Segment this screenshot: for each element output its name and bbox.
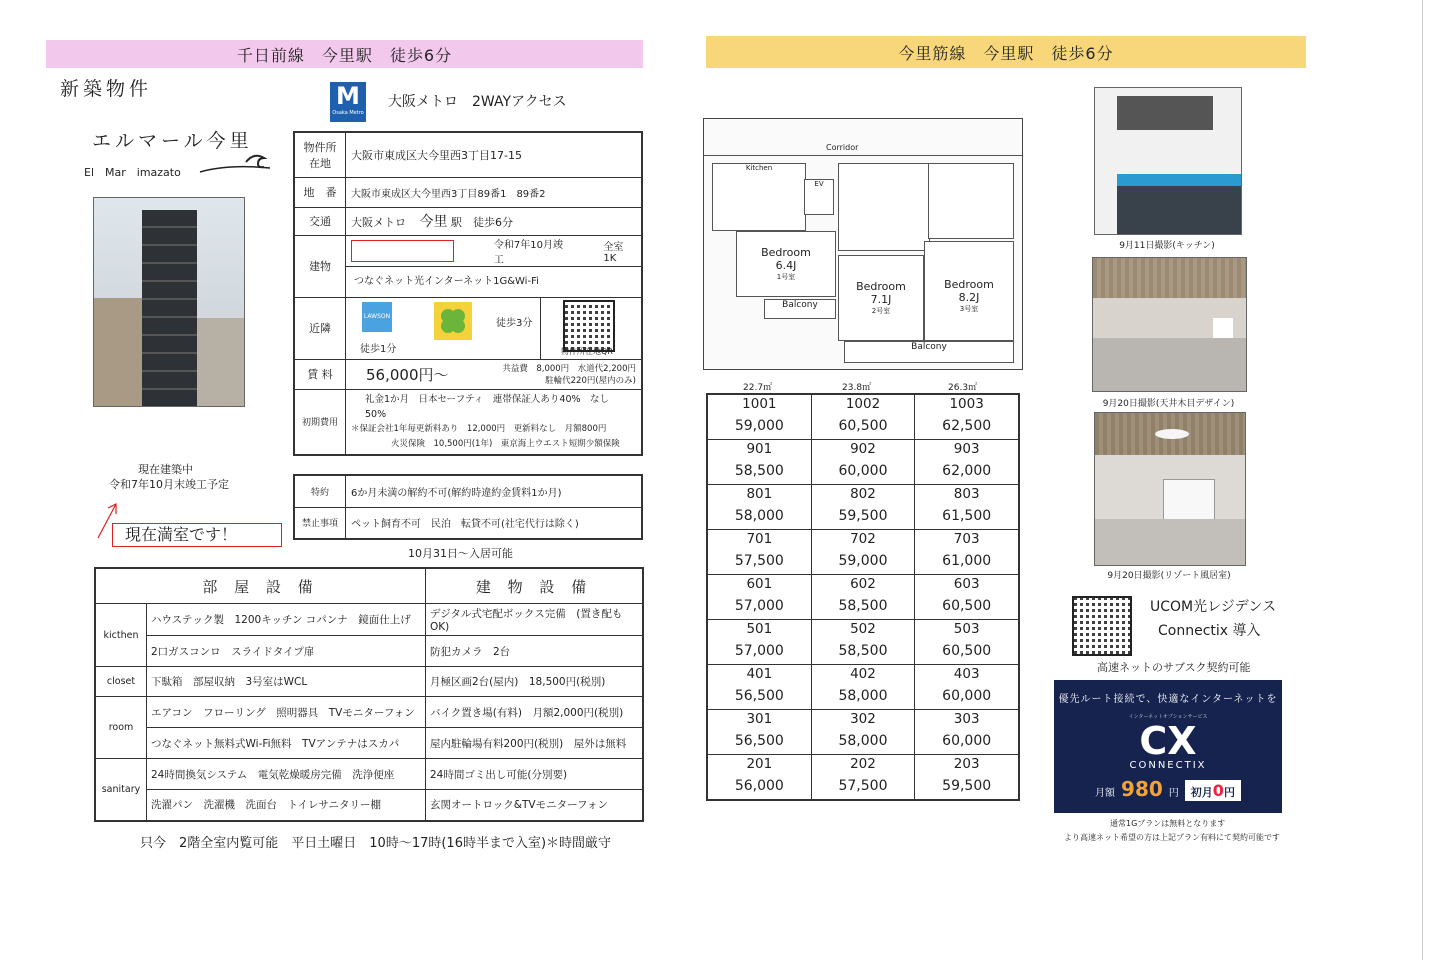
right-banner: 今里筋線 今里駅 徒歩6分 [706,36,1306,68]
page-edge [1422,0,1423,960]
room-number: 801 [746,486,773,502]
full-notice: 現在満室です！ [112,523,282,547]
equipment-row [95,759,643,790]
room-rent: 57,000 [734,598,784,614]
equipment-row [95,790,643,821]
wave-logo-icon [198,150,273,176]
room-rent: 59,000 [734,418,784,434]
property-info-table [293,131,643,456]
rent-row [707,755,1019,801]
room-rent: 57,000 [734,643,784,659]
building-equipment-item: バイク置き場(有料) 月額2,000円(税別) [426,697,644,728]
rent-cell [915,755,1019,801]
ceiling-photo [1092,257,1247,392]
equipment-category: room [95,697,147,759]
rent-table [706,393,1020,801]
bedroom-2: Bedroom 7.1J 2号室 [838,255,924,341]
fees: 共益費 8,000円 水道代2,200円 駐輪代220円(屋内のみ) [486,359,642,389]
rent-cell [915,530,1019,575]
rent-cell [811,485,915,530]
transport-value: 大阪メトロ 今里 駅 徒歩6分 [346,207,643,235]
rent-cell [915,665,1019,710]
connectix-ad: 優先ルート接続で、快適なインターネットを インターネットオプションサービス CX CONNECTIX 月額 980 円 初月0円 [1054,680,1282,813]
room-number: 302 [850,711,876,727]
room-number: 1003 [949,396,984,412]
room-number: 1002 [845,396,881,412]
room-rent: 61,500 [942,508,992,524]
address-value: 大阪市東成区大今里西3丁目17-15 [346,132,643,177]
room-number: 603 [953,576,980,592]
room-equipment-header: 部 屋 設 備 [95,568,426,604]
kitchen-photo [1094,87,1242,235]
rent-row [707,485,1019,530]
rent-cell [915,485,1019,530]
construction-note-1: 現在建築中 [138,463,193,476]
rent-label: 賃 料 [294,359,346,389]
room-rent: 57,500 [838,778,888,794]
rent-cell [707,394,811,440]
room-number: 202 [850,756,876,772]
rent-row [707,710,1019,755]
building-equipment-item: 24時間ゴミ出し可能(分別要) [426,759,644,790]
room-rent: 59,500 [942,778,992,794]
area-3: 26.3㎡ [948,383,978,393]
rent-cell [811,530,915,575]
cx-logo-icon: CX [1139,719,1197,763]
lawson-icon: LAWSON [362,302,392,332]
rent-row [707,620,1019,665]
ucom-note2: より高速ネット希望の方は上記プラン有料にて契約可能です [1064,833,1280,842]
unit3-wet-area [928,163,1014,239]
room-rent: 58,000 [734,508,784,524]
transport-label: 交通 [294,207,346,235]
rent-cell [811,620,915,665]
ucom-note1: 通常1Gプランは無料となります [1110,819,1226,828]
special-value: 6か月未満の解約不可(解約時違約金賃料1か月) [346,475,643,507]
room-equipment-item: ハウステック製 1200キッチン コパンナ 鏡面仕上げ [147,604,426,636]
equipment-row [95,667,643,697]
ucom-qr-code [1072,596,1132,656]
room-number: 902 [850,441,876,457]
room-rent: 58,500 [838,598,888,614]
initial-label: 初期費用 [294,389,346,455]
room-rent: 57,500 [734,553,784,569]
rent-cell [811,575,915,620]
initial-value: 礼金1か月 日本セーフティ 連帯保証人あり40% なし 50% ＊保証会社1年毎更新料あり 12,000円 更新料なし 月額800円 火災保険 10,500円(1年) 東京海上ウエスト短期少額保険 [346,389,643,455]
room-rent: 58,500 [734,463,784,479]
ucom-line1: UCOM光レジデンス [1150,599,1277,615]
equipment-category: closet [95,667,147,697]
room-number: 602 [850,576,876,592]
equipment-row [95,728,643,759]
room-number: 601 [746,576,773,592]
building-equipment-item: 屋内駐輪場有料200円(税別) 屋外は無料 [426,728,644,759]
room-number: 401 [746,666,773,682]
building-name-en: El Mar imazato [84,166,181,179]
rent-cell [707,755,811,801]
rent-value: 56,000円～ [346,359,487,389]
room-rent: 58,000 [838,688,888,704]
lot-label: 地 番 [294,177,346,207]
building-label: 建物 [294,235,346,297]
room-equipment-item: 洗濯パン 洗濯機 洗面台 トイレサニタリー棚 [147,790,426,821]
room-equipment-item: 2口ガスコンロ スライドタイプ扉 [147,636,426,667]
room-number: 403 [953,666,980,682]
room-equipment-item: つなぐネット無料式Wi-Fi無料 TVアンテナはスカパ [147,728,426,759]
room-number: 303 [953,711,980,727]
ucom-line3: 高速ネットのサブスク契約可能 [1097,661,1251,674]
rent-cell [915,440,1019,485]
room-rent: 56,500 [734,688,784,704]
move-in-date: 10月31日～入居可能 [408,547,513,560]
equipment-row [95,697,643,728]
room-number: 701 [746,531,773,547]
prohibited-label: 禁止事項 [294,507,346,539]
room-rent: 58,500 [838,643,888,659]
room-number: 702 [850,531,876,547]
room-number: 503 [953,621,980,637]
room-rent: 60,000 [942,733,992,749]
equipment-category: sanitary [95,759,147,821]
room-rent: 60,500 [838,418,888,434]
new-build-label: 新築物件 [60,78,153,100]
room-number: 203 [953,756,980,772]
room-photo [1094,412,1246,566]
rent-cell [915,575,1019,620]
room-rent: 61,000 [942,553,992,569]
rent-cell [707,710,811,755]
building-name-jp: エルマール今里 [92,130,253,152]
rent-cell [811,394,915,440]
rent-cell [707,530,811,575]
room-equipment-item: エアコン フローリング 照明器具 TVモニターフォン [147,697,426,728]
room-rent: 59,500 [838,508,888,524]
room-number: 1001 [742,396,777,412]
rent-row [707,665,1019,710]
room-number: 501 [746,621,773,637]
room-rent: 60,500 [942,643,992,659]
unit2-wet-area [838,163,930,251]
rent-cell [915,710,1019,755]
kohyo-icon [434,302,472,340]
metro-logo: M Osaka Metro [330,82,366,122]
room-number: 201 [746,756,773,772]
rent-cell [707,485,811,530]
rent-cell [707,665,811,710]
equipment-row [95,636,643,667]
photo-caption-2: 9月20日撮影(天井木目デザイン) [1102,399,1235,409]
rent-cell [915,620,1019,665]
ev-shaft: EV [804,179,834,215]
photo-caption-1: 9月11日撮影(キッチン) [1119,241,1215,251]
rent-cell [811,665,915,710]
ucom-line2: Connectix 導入 [1158,623,1261,639]
prohibited-value: ペット飼育不可 民泊 転貸不可(社宅代行は除く) [346,507,643,539]
floor-plan: Corridor Kitchen EV Bedroom 6.4J 1号室 Balcony Bedroom 7.1J 2号室 Bedroom 8.2J 3号室 Balcony [703,118,1023,370]
room-number: 301 [746,711,773,727]
rent-cell [811,710,915,755]
area-2: 23.8㎡ [842,383,872,393]
room-number: 903 [953,441,980,457]
room-rent: 60,000 [838,463,888,479]
nearby-value: LAWSON 徒歩1分 徒歩3分 [346,297,541,359]
room-equipment-item: 24時間換気システム 電気乾燥暖房完備 洗浄便座 [147,759,426,790]
rent-row [707,394,1019,440]
qr-cell: 物件所在地QR [541,297,643,359]
building-equipment-item: 防犯カメラ 2台 [426,636,644,667]
balcony-1: Balcony [764,299,836,319]
equipment-row [95,604,643,636]
nearby-label: 近隣 [294,297,346,359]
rent-cell [811,440,915,485]
construction-note-2: 令和7年10月末竣工予定 [109,478,229,491]
room-rent: 59,000 [838,553,888,569]
rent-cell [707,620,811,665]
rent-row [707,440,1019,485]
lot-value: 大阪市東成区大今里西3丁目89番1 89番2 [346,177,643,207]
photo-caption-3: 9月20日撮影(リゾート風居室) [1107,571,1231,581]
rent-cell [915,394,1019,440]
area-1: 22.7㎡ [743,383,773,393]
room-rent: 58,000 [838,733,888,749]
building-photo [93,197,245,407]
property-qr-code [563,300,615,352]
building-equipment-item: デジタル式宅配ボックス完備 (置き配もOK) [426,604,644,636]
room-number: 802 [850,486,876,502]
rent-row [707,575,1019,620]
equipment-category: kicthen [95,604,147,667]
building-equipment-item: 玄関オートロック&TVモニターフォン [426,790,644,821]
special-label: 特約 [294,475,346,507]
balcony-2-3: Balcony [844,341,1014,363]
footer-note: 只今 2階全室内覧可能 平日土曜日 10時～17時(16時半まで入室)＊時間厳守 [140,836,612,851]
room-rent: 60,500 [942,598,992,614]
building-value: 令和7年10月竣工 全室 1K つなぐネット光インターネット1G&Wi-Fi [346,235,643,297]
room-number: 703 [953,531,980,547]
rent-cell [811,755,915,801]
room-equipment-item: 下駄箱 部屋収納 3号室はWCL [147,667,426,697]
building-equipment-item: 月極区画2台(屋内) 18,500円(税別) [426,667,644,697]
equipment-table [94,567,644,822]
room-rent: 60,000 [942,688,992,704]
room-number: 402 [850,666,876,682]
room-number: 502 [850,621,876,637]
room-rent: 56,000 [734,778,784,794]
bedroom-3: Bedroom 8.2J 3号室 [924,241,1014,341]
left-banner: 千日前線 今里駅 徒歩6分 [46,40,643,68]
terms-table [293,474,643,540]
rent-row [707,530,1019,575]
room-rent: 56,500 [734,733,784,749]
room-number: 901 [746,441,773,457]
rent-cell [707,440,811,485]
metro-access: 大阪メトロ 2WAYアクセス [388,94,567,110]
room-number: 803 [953,486,980,502]
bedroom-1: Bedroom 6.4J 1号室 [736,231,836,297]
unit1-wet-area: Kitchen [712,163,806,231]
rent-cell [707,575,811,620]
building-equipment-header: 建 物 設 備 [426,568,644,604]
room-rent: 62,000 [942,463,992,479]
room-rent: 62,500 [942,418,992,434]
address-label: 物件所在地 [294,132,346,177]
